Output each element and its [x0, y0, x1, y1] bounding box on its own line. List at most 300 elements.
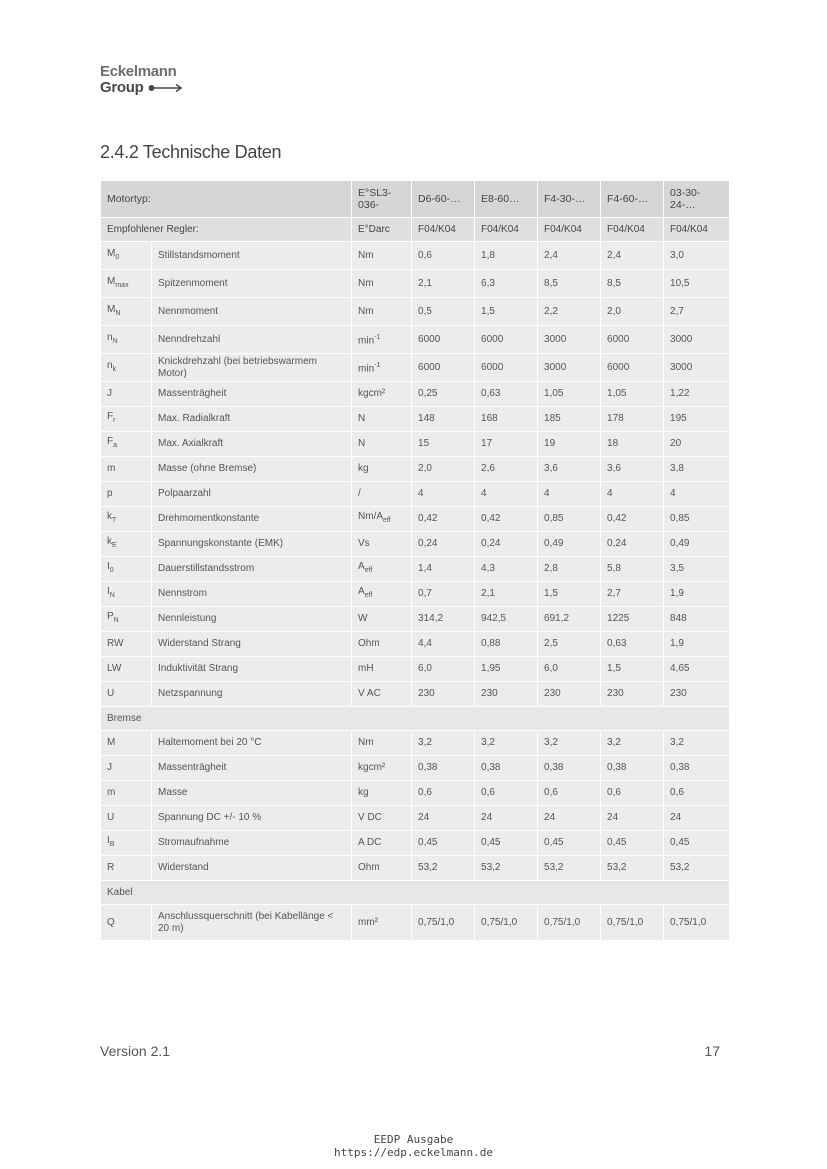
- value-cell: 4: [664, 482, 730, 507]
- unit-cell: [352, 507, 412, 532]
- value-cell: 2,1: [475, 582, 538, 607]
- value-cell: 4,4: [412, 632, 475, 657]
- value-cell: 314,2: [412, 607, 475, 632]
- value-cell: 3,6: [538, 457, 601, 482]
- value-cell: 148: [412, 407, 475, 432]
- value-cell: 0,49: [664, 532, 730, 557]
- subheader-col: F04/K04: [475, 218, 538, 242]
- symbol-cell: [101, 831, 152, 856]
- symbol-subscript: N: [113, 617, 119, 624]
- value-cell: 0,85: [664, 507, 730, 532]
- value-cell: 20: [664, 432, 730, 457]
- unit-subscript: eff: [364, 567, 373, 574]
- table-row: [101, 457, 730, 482]
- symbol-cell: [101, 905, 152, 941]
- page-number: 17: [704, 1043, 720, 1059]
- watermark-line-1: EEDP Ausgabe: [373, 1133, 454, 1146]
- symbol-cell: [101, 582, 152, 607]
- name-cell: Stillstandsmoment: [152, 242, 352, 270]
- table-row: [101, 781, 730, 806]
- value-cell: 1,5: [475, 298, 538, 326]
- value-cell: 0,75/1,0: [601, 905, 664, 941]
- arrow-right-icon: [148, 83, 184, 93]
- value-cell: 3,2: [412, 731, 475, 756]
- value-cell: 4: [475, 482, 538, 507]
- symbol-cell: [101, 242, 152, 270]
- symbol: LW: [107, 663, 122, 674]
- value-cell: 6,3: [475, 270, 538, 298]
- value-cell: 0,75/1,0: [538, 905, 601, 941]
- value-cell: 0,75/1,0: [475, 905, 538, 941]
- value-cell: 6000: [412, 326, 475, 354]
- value-cell: 0,24: [475, 532, 538, 557]
- symbol-subscript: B: [109, 841, 115, 848]
- symbol-subscript: 0: [109, 567, 114, 574]
- unit-cell: [352, 432, 412, 457]
- unit-subscript: eff: [383, 517, 391, 524]
- value-cell: 3,0: [664, 242, 730, 270]
- value-cell: 0,7: [412, 582, 475, 607]
- unit-superscript: -1: [374, 361, 381, 369]
- name-cell: Massenträgheit: [152, 756, 352, 781]
- value-cell: 3,2: [538, 731, 601, 756]
- unit: Nm: [358, 277, 374, 289]
- symbol-subscript: N: [112, 337, 118, 345]
- unit-cell: [352, 270, 412, 298]
- name-cell: Masse: [152, 781, 352, 806]
- value-cell: 53,2: [412, 856, 475, 881]
- value-cell: 0,42: [475, 507, 538, 532]
- value-cell: 0,45: [601, 831, 664, 856]
- header-col: D6-60-…: [412, 181, 475, 218]
- value-cell: 848: [664, 607, 730, 632]
- symbol-cell: [101, 632, 152, 657]
- subheader-col: F04/K04: [412, 218, 475, 242]
- table-header-row: [101, 181, 730, 218]
- table-row: [101, 482, 730, 507]
- value-cell: 4,3: [475, 557, 538, 582]
- symbol-cell: [101, 781, 152, 806]
- value-cell: 2,2: [538, 298, 601, 326]
- value-cell: 10,5: [664, 270, 730, 298]
- table-row: [101, 632, 730, 657]
- value-cell: 17: [475, 432, 538, 457]
- header-unit: E°SL3-036-: [352, 181, 412, 218]
- value-cell: 0,6: [601, 781, 664, 806]
- value-cell: 0,6: [412, 781, 475, 806]
- symbol-cell: [101, 756, 152, 781]
- value-cell: 3000: [664, 326, 730, 354]
- unit-cell: [352, 806, 412, 831]
- footer-version: Version 2.1: [100, 1043, 171, 1059]
- symbol-subscript: 0: [115, 253, 120, 261]
- value-cell: 230: [475, 682, 538, 707]
- name-cell: Spannungskonstante (EMK): [152, 532, 352, 557]
- table-row: [101, 557, 730, 582]
- symbol-cell: [101, 657, 152, 682]
- table-row: [101, 432, 730, 457]
- value-cell: 0,24: [601, 532, 664, 557]
- section-row: [101, 881, 730, 905]
- value-cell: 3,5: [664, 557, 730, 582]
- value-cell: 0,6: [538, 781, 601, 806]
- symbol-subscript: N: [115, 309, 121, 317]
- table-subheader-row: [101, 218, 730, 242]
- value-cell: 230: [412, 682, 475, 707]
- header-col: F4-60-…: [601, 181, 664, 218]
- value-cell: 3000: [538, 354, 601, 382]
- symbol: M: [107, 737, 116, 748]
- subheader-col: F04/K04: [601, 218, 664, 242]
- table-row: [101, 582, 730, 607]
- value-cell: 1,22: [664, 382, 730, 407]
- table-row: [101, 507, 730, 532]
- unit: Ohm: [358, 862, 380, 873]
- value-cell: 15: [412, 432, 475, 457]
- value-cell: 0,85: [538, 507, 601, 532]
- unit-cell: [352, 298, 412, 326]
- symbol: k: [107, 536, 112, 547]
- value-cell: 1,5: [538, 582, 601, 607]
- unit: W: [358, 613, 368, 624]
- value-cell: 6000: [475, 354, 538, 382]
- section-row: [101, 707, 730, 731]
- table-row: [101, 657, 730, 682]
- table-row: [101, 856, 730, 881]
- unit-cell: [352, 607, 412, 632]
- symbol: U: [107, 688, 115, 699]
- name-cell: Haltemoment bei 20 °C: [152, 731, 352, 756]
- name-cell: Nenndrehzahl: [152, 326, 352, 354]
- unit-superscript: -1: [374, 333, 381, 341]
- subheader-col: F04/K04: [538, 218, 601, 242]
- symbol: RW: [107, 638, 124, 649]
- symbol: m: [107, 463, 116, 474]
- value-cell: 3,6: [601, 457, 664, 482]
- table-row: [101, 831, 730, 856]
- symbol-subscript: k: [112, 365, 117, 373]
- value-cell: 0,38: [412, 756, 475, 781]
- unit-cell: [352, 582, 412, 607]
- symbol-cell: [101, 482, 152, 507]
- value-cell: 2,7: [601, 582, 664, 607]
- unit-cell: [352, 242, 412, 270]
- value-cell: 1,5: [601, 657, 664, 682]
- unit: /: [358, 488, 361, 499]
- unit-cell: [352, 781, 412, 806]
- symbol-cell: [101, 270, 152, 298]
- value-cell: 230: [601, 682, 664, 707]
- value-cell: 0,88: [475, 632, 538, 657]
- value-cell: 1,95: [475, 657, 538, 682]
- value-cell: 4: [538, 482, 601, 507]
- value-cell: 3,2: [475, 731, 538, 756]
- symbol: R: [107, 862, 115, 873]
- value-cell: 0,63: [475, 382, 538, 407]
- unit-cell: [352, 482, 412, 507]
- unit-cell: [352, 856, 412, 881]
- subheader-unit: E°Darc: [352, 218, 412, 242]
- table-row: [101, 382, 730, 407]
- name-cell: Induktivität Strang: [152, 657, 352, 682]
- name-cell: Widerstand: [152, 856, 352, 881]
- value-cell: 0,6: [475, 781, 538, 806]
- unit-subscript: eff: [364, 592, 373, 599]
- value-cell: 0,75/1,0: [664, 905, 730, 941]
- name-cell: Dauerstillstandsstrom: [152, 557, 352, 582]
- symbol: n: [107, 331, 113, 343]
- name-cell: Anschlussquerschnitt (bei Kabellänge < 20 m): [152, 905, 352, 941]
- header-col: F4-30-…: [538, 181, 601, 218]
- value-cell: 1,9: [664, 632, 730, 657]
- value-cell: 691,2: [538, 607, 601, 632]
- table-row: [101, 407, 730, 432]
- symbol-subscript: N: [109, 592, 115, 599]
- name-cell: Masse (ohne Bremse): [152, 457, 352, 482]
- value-cell: 1,8: [475, 242, 538, 270]
- unit: min: [358, 363, 375, 375]
- value-cell: 24: [664, 806, 730, 831]
- section-title: 2.4.2 Technische Daten: [100, 142, 282, 162]
- unit: Nm: [358, 737, 374, 748]
- unit: A: [358, 586, 365, 597]
- unit: Vs: [358, 538, 370, 549]
- name-cell: Spitzenmoment: [152, 270, 352, 298]
- subheader-label: Empfohlener Regler:: [101, 218, 352, 242]
- value-cell: 230: [664, 682, 730, 707]
- value-cell: 230: [538, 682, 601, 707]
- unit: A: [358, 561, 365, 572]
- unit: A DC: [358, 837, 382, 848]
- unit: mm²: [358, 916, 379, 928]
- logo-line-1: Eckelmann: [100, 63, 177, 80]
- value-cell: 942,5: [475, 607, 538, 632]
- symbol-cell: [101, 382, 152, 407]
- unit: N: [358, 438, 366, 449]
- value-cell: 0,45: [475, 831, 538, 856]
- value-cell: 24: [412, 806, 475, 831]
- value-cell: 0,38: [538, 756, 601, 781]
- value-cell: 1,05: [538, 382, 601, 407]
- symbol-cell: [101, 507, 152, 532]
- value-cell: 3000: [538, 326, 601, 354]
- name-cell: Max. Axialkraft: [152, 432, 352, 457]
- symbol-cell: [101, 298, 152, 326]
- unit-cell: [352, 407, 412, 432]
- name-cell: Massenträgheit: [152, 382, 352, 407]
- value-cell: 0,6: [412, 242, 475, 270]
- symbol-cell: [101, 432, 152, 457]
- symbol-cell: [101, 682, 152, 707]
- value-cell: 53,2: [475, 856, 538, 881]
- unit-cell: [352, 905, 412, 941]
- table-row: [101, 242, 730, 270]
- value-cell: 0,38: [664, 756, 730, 781]
- unit: Nm: [358, 305, 374, 317]
- unit-cell: [352, 756, 412, 781]
- value-cell: 3,2: [664, 731, 730, 756]
- value-cell: 2,0: [601, 298, 664, 326]
- unit-cell: [352, 632, 412, 657]
- symbol-subscript: max: [115, 281, 129, 289]
- value-cell: 0,42: [601, 507, 664, 532]
- technical-data-table: [100, 180, 730, 941]
- name-cell: Max. Radialkraft: [152, 407, 352, 432]
- value-cell: 24: [475, 806, 538, 831]
- unit-cell: [352, 532, 412, 557]
- table-row: [101, 731, 730, 756]
- unit: mH: [358, 663, 374, 674]
- value-cell: 53,2: [601, 856, 664, 881]
- table-body: [101, 181, 730, 941]
- symbol: M: [107, 247, 116, 259]
- value-cell: 2,1: [412, 270, 475, 298]
- symbol-cell: [101, 326, 152, 354]
- value-cell: 3,8: [664, 457, 730, 482]
- unit: Nm: [358, 249, 374, 261]
- unit-cell: [352, 831, 412, 856]
- symbol: I: [107, 586, 110, 597]
- value-cell: 4: [601, 482, 664, 507]
- value-cell: 178: [601, 407, 664, 432]
- symbol: k: [107, 511, 112, 522]
- unit-cell: [352, 326, 412, 354]
- name-cell: Widerstand Strang: [152, 632, 352, 657]
- symbol-subscript: a: [113, 442, 118, 449]
- unit-cell: [352, 557, 412, 582]
- unit-cell: [352, 657, 412, 682]
- value-cell: 18: [601, 432, 664, 457]
- value-cell: 6000: [601, 326, 664, 354]
- symbol-cell: [101, 806, 152, 831]
- table-row: [101, 607, 730, 632]
- symbol: n: [107, 359, 113, 371]
- name-cell: Drehmomentkonstante: [152, 507, 352, 532]
- table-row: [101, 532, 730, 557]
- unit-cell: [352, 382, 412, 407]
- value-cell: 1,05: [601, 382, 664, 407]
- symbol-cell: [101, 607, 152, 632]
- logo-line-2: [100, 80, 184, 96]
- unit: Ohm: [358, 638, 380, 649]
- table-row: [101, 270, 730, 298]
- symbol: m: [107, 787, 116, 798]
- section-title-cell: Kabel: [101, 881, 730, 905]
- value-cell: 0,49: [538, 532, 601, 557]
- unit-cell: [352, 731, 412, 756]
- value-cell: 24: [601, 806, 664, 831]
- value-cell: 0,38: [601, 756, 664, 781]
- unit-cell: [352, 457, 412, 482]
- value-cell: 53,2: [664, 856, 730, 881]
- name-cell: Spannung DC +/- 10 %: [152, 806, 352, 831]
- symbol: F: [107, 411, 114, 422]
- watermark-line-2: https://edp.eckelmann.de: [334, 1146, 493, 1159]
- value-cell: 4: [412, 482, 475, 507]
- name-cell: Polpaarzahl: [152, 482, 352, 507]
- symbol-cell: [101, 856, 152, 881]
- unit: V AC: [358, 688, 381, 699]
- symbol: p: [107, 488, 113, 499]
- value-cell: 0,63: [601, 632, 664, 657]
- symbol-subscript: E: [112, 542, 117, 549]
- symbol-subscript: T: [112, 517, 117, 524]
- table-row: [101, 806, 730, 831]
- value-cell: 6,0: [538, 657, 601, 682]
- symbol: F: [107, 436, 114, 447]
- value-cell: 2,0: [412, 457, 475, 482]
- table-row: [101, 905, 730, 941]
- value-cell: 2,4: [601, 242, 664, 270]
- symbol: U: [107, 812, 115, 823]
- name-cell: Nennstrom: [152, 582, 352, 607]
- symbol-cell: [101, 731, 152, 756]
- logo-line-2-text: Group: [100, 79, 144, 96]
- value-cell: 1,4: [412, 557, 475, 582]
- value-cell: 6,0: [412, 657, 475, 682]
- value-cell: 168: [475, 407, 538, 432]
- subheader-col: F04/K04: [664, 218, 730, 242]
- symbol: M: [107, 303, 116, 315]
- unit: kgcm²: [358, 388, 386, 399]
- table-row: [101, 298, 730, 326]
- value-cell: 6000: [412, 354, 475, 382]
- value-cell: 4,65: [664, 657, 730, 682]
- value-cell: 195: [664, 407, 730, 432]
- section-title-cell: Bremse: [101, 707, 730, 731]
- table-row: [101, 354, 730, 382]
- unit: kg: [358, 787, 369, 798]
- value-cell: 8,5: [538, 270, 601, 298]
- value-cell: 6000: [601, 354, 664, 382]
- company-logo: [100, 64, 184, 96]
- value-cell: 2,6: [475, 457, 538, 482]
- table-row: [101, 326, 730, 354]
- value-cell: 1225: [601, 607, 664, 632]
- unit: kgcm²: [358, 762, 386, 773]
- unit-cell: [352, 354, 412, 382]
- value-cell: 24: [538, 806, 601, 831]
- value-cell: 0,45: [412, 831, 475, 856]
- value-cell: 0,42: [412, 507, 475, 532]
- name-cell: Stromaufnahme: [152, 831, 352, 856]
- symbol: Q: [107, 916, 115, 928]
- symbol-subscript: r: [113, 417, 116, 424]
- value-cell: 2,4: [538, 242, 601, 270]
- symbol: J: [107, 762, 112, 773]
- value-cell: 1,9: [664, 582, 730, 607]
- value-cell: 5,8: [601, 557, 664, 582]
- watermark: [0, 1133, 827, 1159]
- name-cell: Nennmoment: [152, 298, 352, 326]
- value-cell: 0,6: [664, 781, 730, 806]
- unit: Nm/A: [358, 511, 384, 522]
- symbol: P: [107, 611, 114, 622]
- name-cell: Netzspannung: [152, 682, 352, 707]
- value-cell: 0,25: [412, 382, 475, 407]
- value-cell: 2,8: [538, 557, 601, 582]
- value-cell: 0,45: [538, 831, 601, 856]
- unit: V DC: [358, 812, 382, 823]
- value-cell: 6000: [475, 326, 538, 354]
- header-col: 03-30-24-…: [664, 181, 730, 218]
- name-cell: Knickdrehzahl (bei betriebswarmem Motor): [152, 354, 352, 382]
- unit-cell: [352, 682, 412, 707]
- symbol-cell: [101, 354, 152, 382]
- value-cell: 2,7: [664, 298, 730, 326]
- unit: kg: [358, 463, 369, 474]
- value-cell: 53,2: [538, 856, 601, 881]
